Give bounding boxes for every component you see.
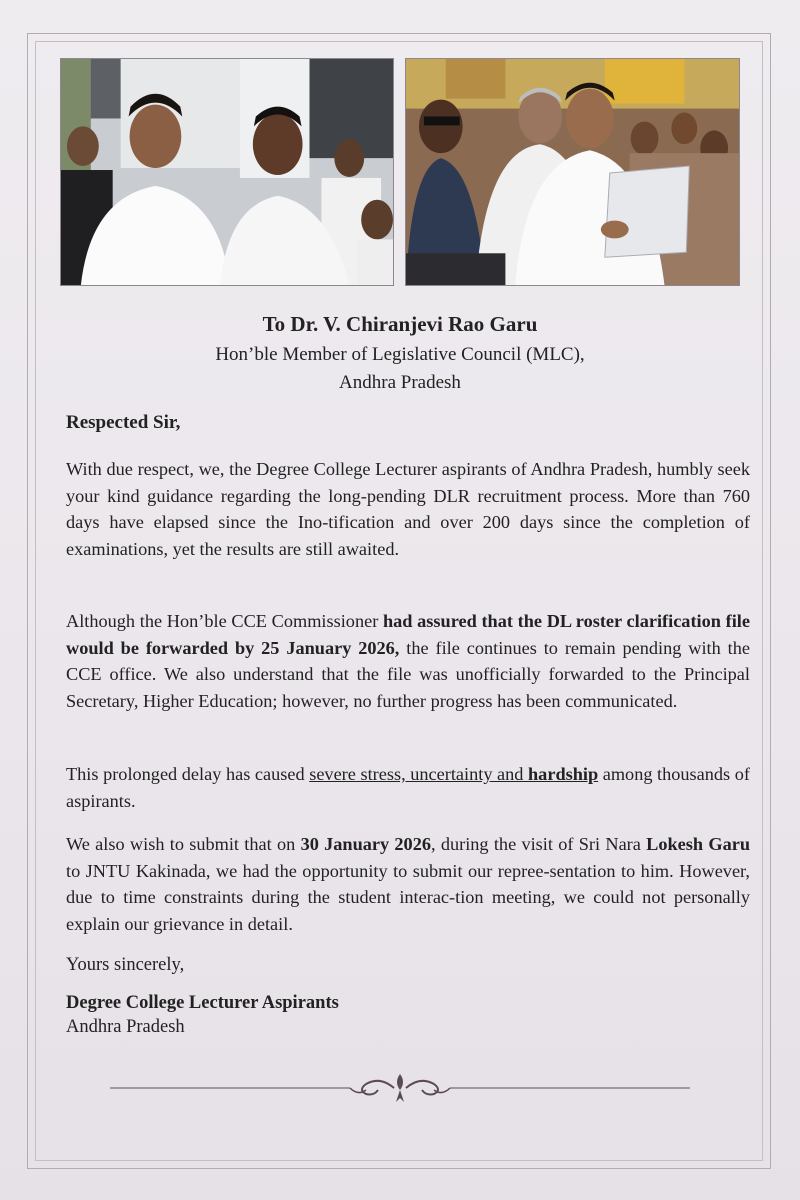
paragraph-4-text-a: We also wish to submit that on [66, 834, 301, 854]
photo-two-men [60, 58, 394, 286]
paragraph-4-name: Lokesh Garu [646, 834, 750, 854]
paragraph-2 [66, 608, 750, 714]
photo-leader-reading [405, 58, 740, 286]
ornamental-divider [110, 1068, 690, 1108]
paragraph-4-text-b: , during the visit of Sri Nara [430, 834, 647, 854]
paragraph-2-emphasis: had assured that the DL roster clarification file would be forwarded by 25 January 2026, [66, 611, 750, 658]
paragraph-2-text-b: the file continues to remain pending with the CCE office. We also understand that the file was unofficially forwarded to the Principal Secretary, Higher Education; however, no further progress has been communicated. [66, 637, 750, 711]
salutation: Respected Sir, [66, 412, 181, 433]
addressee-designation: Hon’ble Member of Legislative Council (MLC), [215, 344, 585, 365]
paragraph-4-date: 30 January 2026 [300, 834, 431, 854]
paragraph-3 [66, 761, 750, 814]
paragraph-3-underlined-bold: hardship [528, 764, 599, 784]
paragraph-4 [66, 831, 750, 937]
paragraph-3-text-a: This prolonged delay has caused [66, 764, 310, 784]
signature-place: Andhra Pradesh [66, 1017, 185, 1037]
paragraph-4-text-c: to JNTU Kakinada, we had the opportunity to submit our repree-sentation to him. However, due to time constraints during the student interac-tion meeting, we could not personally explain our grievance in detail. [66, 860, 750, 934]
paragraph-3-text-b: among thousands of aspirants. [66, 764, 750, 811]
paragraph-3-underlined: severe stress, uncertainty and [309, 764, 529, 784]
addressee-state: Andhra Pradesh [339, 372, 461, 393]
paragraph-1: With due respect, we, the Degree College Lecturer aspirants of Andhra Pradesh, humbly seek your kind guidance regarding the long-pending DLR recruitment process. More than 760 days have elapsed since the Ino-tification and over 200 days since the completion of examinations, yet the results are still awaited. [66, 459, 750, 559]
paragraph-2-text-a: Although the Hon’ble CCE Commissioner [66, 611, 383, 631]
closing: Yours sincerely, [66, 955, 185, 975]
signature-org: Degree College Lecturer Aspirants [66, 993, 339, 1013]
addressee-name: To Dr. V. Chiranjevi Rao Garu [262, 312, 538, 336]
